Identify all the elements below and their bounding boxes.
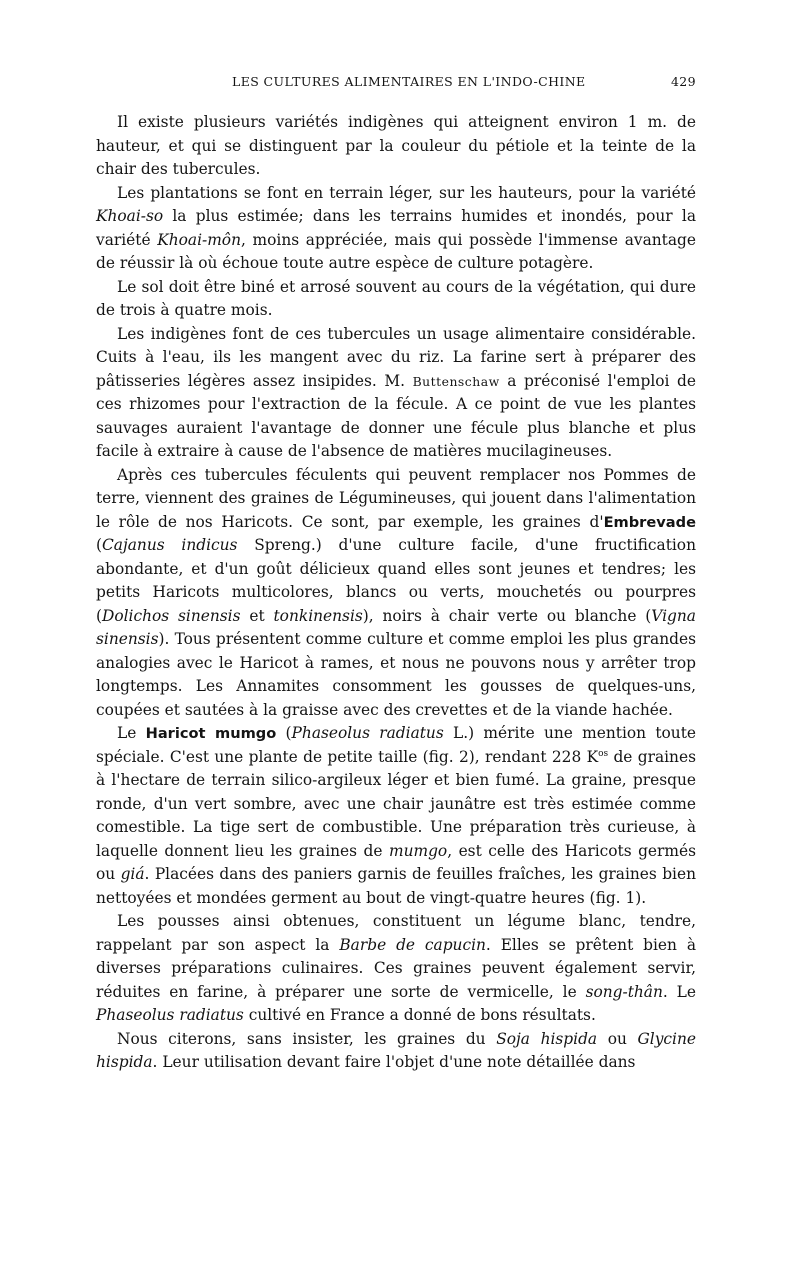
species-vigna: Vigna sinensis: [96, 606, 696, 648]
text-run: . Le: [662, 982, 696, 1001]
text-run: , moins appréciée, mais qui possède l'immense avantage de réussir là où échoue toute autre espèce de culture potagère.: [96, 230, 696, 272]
body-text: [96, 111, 696, 1075]
text-run: Spreng.) d'une culture facile, d'une fructification abondante, et d'un goût délicieux quand elles sont jeunes et tendres; les petits Haricots multicolores, blancs ou verts, mouchetés ou pourpres (: [96, 536, 696, 625]
superscript-os: os: [598, 748, 609, 759]
text-run: ou: [597, 1029, 638, 1048]
variety-khoai-mon: Khoai-môn: [157, 230, 241, 249]
running-header: [96, 74, 696, 94]
text-run: Le: [117, 724, 146, 742]
text-run: la plus estimée; dans les terrains humides et inondés, pour la variété: [96, 207, 696, 249]
variety-khoai-so: Khoai-so: [96, 207, 164, 225]
term-gia: giá: [120, 865, 145, 883]
species-soja: Soja hispida: [496, 1029, 598, 1048]
paragraph-6: [96, 722, 696, 910]
term-haricot-mumgo: Haricot mumgo: [145, 725, 277, 742]
paragraph-8: [96, 1028, 696, 1075]
author-name: Buttenschaw: [412, 373, 500, 389]
species-dolichos: Dolichos sinensis: [102, 606, 241, 625]
term-barbe-de-capucin: Barbe de capucin: [339, 935, 486, 954]
text-run: Les indigènes font de ces tubercules un usage alimentaire considérable. Cuits à l'eau, ils les mangent avec du riz. La farine sert à préparer des pâtisseries légères assez insipides. M.: [96, 324, 696, 390]
term-mumgo: mumgo: [388, 841, 448, 860]
text-run: (: [96, 536, 103, 554]
text-run: (: [276, 724, 292, 742]
text-run: Après ces tubercules féculents qui peuvent remplacer nos Pommes de terre, viennent des graines de Légumineuses, qui jouent dans l'alimentation le rôle de nos Haricots. Ce sont, par exemple, les graines d': [96, 465, 696, 531]
text-run: a préconisé l'emploi de ces rhizomes pour l'extraction de la fécule. A ce point de vue les plantes sauvages auraient l'avantage de donner une fécule plus blanche et plus facile à extraire à cause de l'absence de matières mucilagineuses.: [96, 371, 696, 460]
paragraph-4: [96, 323, 696, 464]
species-tonkinensis: tonkinensis: [273, 606, 363, 625]
term-song-than: song-thân: [585, 982, 663, 1001]
text-run: ). Tous présentent comme culture et comme emploi les plus grandes analogies avec le Haricot à rames, et nous ne pouvons nous y arrêter trop longtemps. Les Annamites consomment les gousses de quelques-uns, coupées et sautées à la graisse avec des crevettes et de la viande hachée.: [96, 630, 696, 719]
species-cajanus: Cajanus indicus: [102, 536, 238, 554]
text-run: Nous citerons, sans insister, les graines du: [117, 1029, 497, 1048]
text-run: , est celle des Haricots germés ou: [96, 841, 696, 883]
text-run: Les pousses ainsi obtenues, constituent un légume blanc, tendre, rappelant par son aspect la: [96, 912, 696, 954]
text-run: ), noirs à chair verte ou blanche (: [362, 606, 652, 625]
paragraph-5: [96, 464, 696, 723]
text-run: Les plantations se font en terrain léger, sur les hauteurs, pour la variété: [117, 183, 696, 202]
term-embrevade: Embrevade: [603, 513, 696, 531]
text-run: . Elles se prêtent bien à diverses préparations culinaires. Ces graines peuvent également servir, réduites en farine, à préparer une sorte de vermicelle, le: [96, 935, 697, 1001]
species-phaseolus: Phaseolus radiatus: [291, 724, 444, 742]
paragraph-2: [96, 182, 696, 276]
text-run: et: [240, 606, 274, 625]
running-title: LES CULTURES ALIMENTAIRES EN L'INDO-CHINE: [232, 74, 586, 89]
paragraph-3: Le sol doit être biné et arrosé souvent au cours de la végétation, qui dure de trois à quatre mois.: [96, 277, 696, 319]
page-number: 429: [670, 74, 696, 89]
text-run: . Placées dans des paniers garnis de feuilles fraîches, les graines bien nettoyées et mondées germent au bout de vingt-quatre heures (fig. 1).: [96, 865, 696, 907]
species-glycine: Glycine hispida: [96, 1029, 696, 1071]
species-phaseolus: Phaseolus radiatus: [96, 1006, 244, 1024]
text-run: de graines à l'hectare de terrain silico-argileux léger et bien fumé. La graine, presque ronde, d'un vert sombre, avec une chair jaunâtre est très estimée comme comestible. La tige sert de combustible. Une préparation très curieuse, à laquelle donnent lieu les graines de: [96, 747, 696, 860]
text-run: cultivé en France a donné de bons résultats.: [243, 1006, 596, 1024]
text-run: . Leur utilisation devant faire l'objet d'une note détaillée dans: [152, 1053, 636, 1071]
paragraph-1: Il existe plusieurs variétés indigènes qui atteignent environ 1 m. de hauteur, et qui se distinguent par la couleur du pétiole et la teinte de la chair des tubercules.: [96, 113, 696, 178]
paragraph-7: [96, 910, 696, 1028]
text-run: L.) mérite une mention toute spéciale. C'est une plante de petite taille (fig. 2), rendant 228 K: [96, 724, 696, 766]
